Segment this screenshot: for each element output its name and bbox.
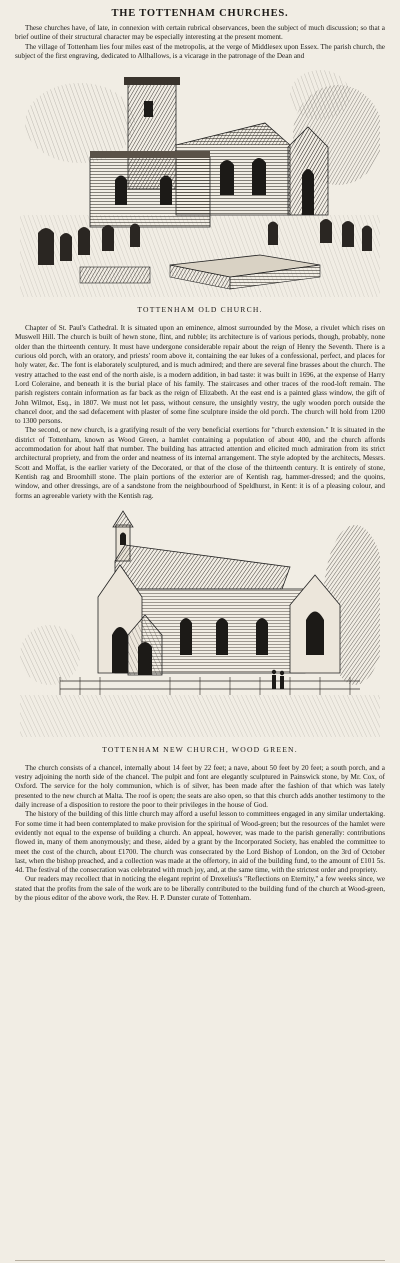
new-church-paragraph-3: Our readers may recollect that in noticing the elegant reprint of Drexelius's "Reflections on Eternity," a few weeks since, we stated that the profits from the sale of the work are to be liberally contributed to the building fund of the church at Wood-green, by the pious editor of the above work, the Rev. H. P. Dunster curate of Tottenham. <box>15 875 385 902</box>
intro-paragraph-1: These churches have, of late, in connexion with certain rubrical observances, been the subject of much discussion; so that a brief outline of their structural character may be especially interesting at the present moment. <box>15 24 385 42</box>
intro-paragraph-2: The village of Tottenham lies four miles east of the metropolis, at the verge of Middlesex upon Essex. The parish church, the subject of the first engraving, dedicated to Allhallows, is a vicarage in the patronage of the Dean and <box>15 42 385 60</box>
new-church-paragraph-2: The history of the building of this little church may afford a useful lesson to committees engaged in any similar undertaking. For some time it had been contemplated to make provision for the spiritual of Wood-green; but the resources of the hamlet were evidently not equal to the expense of building a church. An appeal, however, was made to the parish generally: contributions flowed in, many of them anonymously; and these, aided by a grant by the Incorporated Society, has enabled the committee to meet the cost of the church, about £1700. The church was consecrated by the Lord Bishop of London, on the 3rd of October last, when the bishop preached, and a collection was made at the offertory, in aid of the building fund, to the amount of £101 5s. 4d. The festival of the consecration was celebrated with much joy, and, at the same time, with the strictest order and propriety. <box>15 810 385 875</box>
page-bottom-rule <box>15 1260 385 1261</box>
new-church-engraving <box>20 505 380 737</box>
old-church-paragraph-2: The second, or new church, is a gratifying result of the very beneficial exertions for "church extension." It is situated in the district of Tottenham, known as Wood Green, a hamlet containing a population of about 400, and the church affords accommodation for about half that number. The building has attracted attention and elicited much admiration from its strict architectural propriety, and from the order and neatness of its internal arrangement. The style adopted by the architects, Messrs. Scott and Moffat, is the earlier variety of the Decorated, or that of the close of the thirteenth century. It is entirely of stone, Kentish rag and Broomhill stone. The plain portions of the exterior are of Kentish rag, hammer-dressed; and the quoins, window, and other dressings, are of a sandstone from the neighbourhood of Speldhurst, in Kent: it is of a pleasing colour, and forms an agreeable variety with the Kentish rag. <box>15 426 385 500</box>
old-church-paragraph-1: Chapter of St. Paul's Cathedral. It is situated upon an eminence, almost surrounded by the Mose, a rivulet which rises on Muswell Hill. The church is built of hewn stone, flint, and rubble; its architecture is of various periods, though, probably, none older than the thirteenth century. It must have undergone considerable repair about the reign of Henry the Seventh. There is a curious old porch, with an oratory, and priests' room above it, containing the ear lukes of a confessional, perfect, and places for holy water, &c. The font is elaborately sculptured, and is much admired; and there are several fine brasses about the church. The vestry attached to the east end of the north aisle, is a modern addition, in bad taste: it was built in 1696, at the expense of Harry Lord Coleraine, and beneath it is the burial place of his family. The staircases and other traces of the rood-loft remain. The parish registers contain information as far back as the reign of Elizabeth. At the east end is a painted glass window, the gift of John Wilmot, Esq., in 1807. We must not let pass, without censure, the unsightly vestry, the ugly wooden porch outside the chancel door, and the sad defacement with plaster of some fine sculpture inside the old porch. The church will hold from 1200 to 1300 persons. <box>15 324 385 426</box>
old-church-caption: TOTTENHAM OLD CHURCH. <box>137 305 263 315</box>
new-church-caption: TOTTENHAM NEW CHURCH, WOOD GREEN. <box>102 744 298 754</box>
article-title: THE TOTTENHAM CHURCHES. <box>111 8 289 19</box>
old-church-engraving <box>20 65 380 297</box>
new-church-paragraph-1: The church consists of a chancel, internally about 14 feet by 22 feet; a nave, about 50 feet by 20 feet; a south porch, and a vestry adjoining the north side of the chancel. The pulpit and font are elegantly sculptured in Painswick stone, by Mr. Cox, of Oxford. The service for the holy communion, which is of silver, has been made after the fashion of that which was lately presented to the new church at Malta. The roof is open; the seats are also open, so that this church adds another testimony to the daily increase of a disposition to restore the poor to their privileges in the house of God. <box>15 763 385 810</box>
